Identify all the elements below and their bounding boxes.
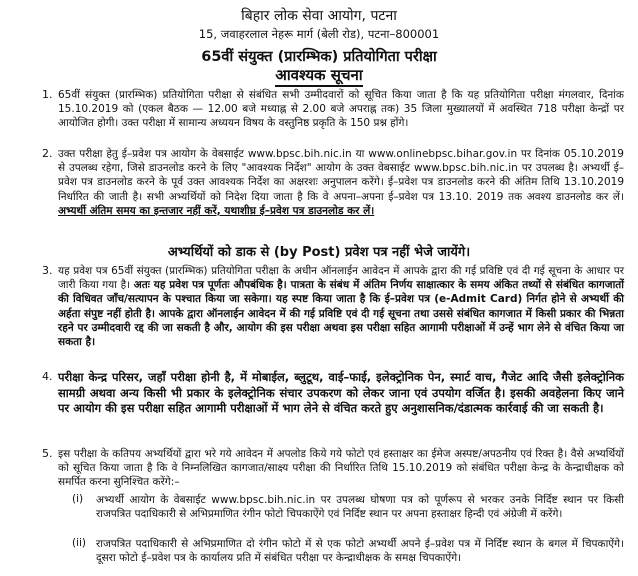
subitem-number: (i) [72,493,84,505]
subitem-2 [72,537,624,565]
item-text [58,147,624,218]
notice-title-text: आवश्यक सूचना [275,66,362,87]
exam-title: 65वीं संयुक्त (प्रारम्भिक) प्रतियोगिता परीक्षा [201,49,437,65]
notice-item-1 [42,88,624,131]
item-number: 2. [42,147,53,160]
notice-title [0,65,638,85]
subitem-number: (ii) [72,537,87,549]
organization-address: 15, जवाहरलाल नेहरू मार्ग (बेली रोड), पटना–800001 [198,27,440,41]
notice-item-5 [42,447,624,490]
item-number: 3. [42,264,53,277]
item-number: 4. [42,370,53,383]
post-notice-heading: अभ्यर्थियों को डाक से (by Post) प्रवेश पत्र नहीं भेजे जायेंगे। [167,245,471,260]
subitem-text: राजपत्रित पदाधिकारी से अभिप्रमाणित दो रंगीन फोटो में से एक फोटो अभ्यर्थी अपने ई–प्रवेश पत्र में निर्दिष्ट स्थान के बगल में चिपकाऐंगे। दूसरा फोटो ई–प्रवेश पत्र के कार्यालय प्रति में संबंधित परीक्षा पर केन्द्राधीक्षक के समक्ष चिपकाऐंगे। [96,538,624,565]
item-number: 5. [42,447,53,460]
item-text [58,264,624,349]
item-text-body: यह प्रवेश पत्र 65वीं संयुक्त (प्रारम्भिक) प्रतियोगिता परीक्षा के अधीन ऑनलाईन आवेदन में आपके द्वारा की गई प्रविष्टि एवं दी गई सूचना के आधार पर जारी किया गया है। [58,265,624,292]
notice-item-3 [42,264,624,349]
organization-name: बिहार लोक सेवा आयोग, पटना [241,8,397,24]
item-text-emphasis: अभ्यर्थी अंतिम समय का इन्तजार नहीं करें, यथाशीघ्र ई–प्रवेश पत्र डाउनलोड कर लें। [58,204,375,217]
item-text: इस परीक्षा के कतिपय अभ्यर्थियों द्वारा भरे गये आवेदन में अपलोड किये गये फोटो एवं हस्ताक्षर का ईमेज अस्पष्ट/अपठनीय एवं रिक्त है। वैसे अभ्यर्थियों को सूचित किया जाता है कि वे निम्नलिखित कागजात/साक्ष्य परीक्षा की निर्धारित तिथि 15.10.2019 को संबंधित परीक्षा केन्द्र के केन्द्राधीक्षक को समर्पित करना सुनिश्चित करेंगे:– [58,448,624,489]
subitem-1 [72,493,624,521]
item-text: 65वीं संयुक्त (प्रारम्भिक) प्रतियोगिता परीक्षा से संबंधित सभी उम्मीदवारों को सूचित किया जाता है कि यह प्रतियोगिता परीक्षा मंगलवार, दिनांक 15.10.2019 को (एकल बैठक — 12.00 बजे मध्याह्न से 2.00 बजे अपराह्न तक) 35 जिला मुख्यालयों में अवस्थित 718 परीक्षा केन्द्रों पर आयोजित होगी। उक्त परीक्षा में सामान्य अध्ययन विषय के वस्तुनिष्ठ प्रकृति के 150 प्रश्न होंगे। [58,89,624,130]
item-text-body: उक्त परीक्षा हेतु ई–प्रवेश पत्र आयोग के वेबसाईट www.bpsc.bih.nic.in या www.onlinebpsc.bihar.gov.in पर दिनांक 05.10.2019 से उपलब्ध रहेगा, जिसे डाउनलोड करने के लिए "आवश्यक निर्देश" आयोग के उक्त वेबसाईट www.bpsc.bih.nic.in पर उपलब्ध है। अभ्यर्थी ई–प्रवेश पत्र डाउनलोड करने के पूर्व उक्त आवश्यक निर्देश का अक्षरशः अनुपालन करेंगे। ई–प्रवेश पत्र डाउनलोड करने की अंतिम तिथि 13.10.2019 निर्धारित की जाती है। सभी अभ्यर्थियों को निदेश दिया जाता है कि वे अपना–अपना ई–प्रवेश पत्र 13.10. 2019 तक अवश्य डाउनलोड कर लें। [58,148,624,203]
notice-item-2 [42,147,624,218]
notice-item-4 [42,370,624,417]
item-number: 1. [42,88,53,101]
item-text-emphasis: अतः यह प्रवेश पत्र पूर्णतः औपबंधिक है। पात्रता के संबंध में अंतिम निर्णय साक्षात्कार के समय अंकित तथ्यों से संबंधित कागजातों की विधिवत जाँच/सत्यापन के पश्चात किया जा सकेगा। यह स्पष्ट किया जाता है कि ई–प्रवेश पत्र (e-Admit Card) निर्गत होने से अभ्यर्थी की अर्हता संपुष्ट नहीं होती है। आपके द्वारा ऑनलाईन आवेदन में की गई प्रविष्टि एवं दी गई सूचना तथा उससे संबंधित कागजात में किसी प्रकार की भिन्नता रहने पर उम्मीदवारी रद्द की जा सकती है और, आयोग की इस परीक्षा अथवा इस परीक्षा सहित आगामी परीक्षाओं में उन्हें भाग लेने से वंचित किया जा सकता है। [58,279,624,349]
item-text: परीक्षा केन्द्र परिसर, जहाँ परीक्षा होनी है, में मोबाईल, ब्लुटूथ, वाई–फाई, इलेक्ट्रोनिक पेन, स्मार्ट वाच, गैजेट आदि जैसी इलेक्ट्रोनिक सामग्री अथवा अन्य किसी भी प्रकार के इलेक्ट्रोनिक संचार उपकरण को लेकर जाना एवं उपयोग वर्जित है। इसकी अवहेलना किए जाने पर आयोग की इस परीक्षा सहित आगामी परीक्षाओं में भाग लेने से वंचित करते हुए अनुशासनिक/दंडात्मक कार्रवाई की जा सकती है। [58,370,624,416]
subitem-text: अभ्यर्थी आयोग के वेबसाईट www.bpsc.bih.nic.in पर उपलब्ध घोषणा पत्र को पूर्णरूप से भरकर उनके निर्दिष्ट स्थान पर किसी राजपत्रित पदाधिकारी से अभिप्रमाणित रंगीन फोटो चिपकाऐंगे एवं निर्दिष्ट स्थान पर अपना हस्ताक्षर हिन्दी एवं अंग्रेजी में करेंगे। [96,494,624,521]
